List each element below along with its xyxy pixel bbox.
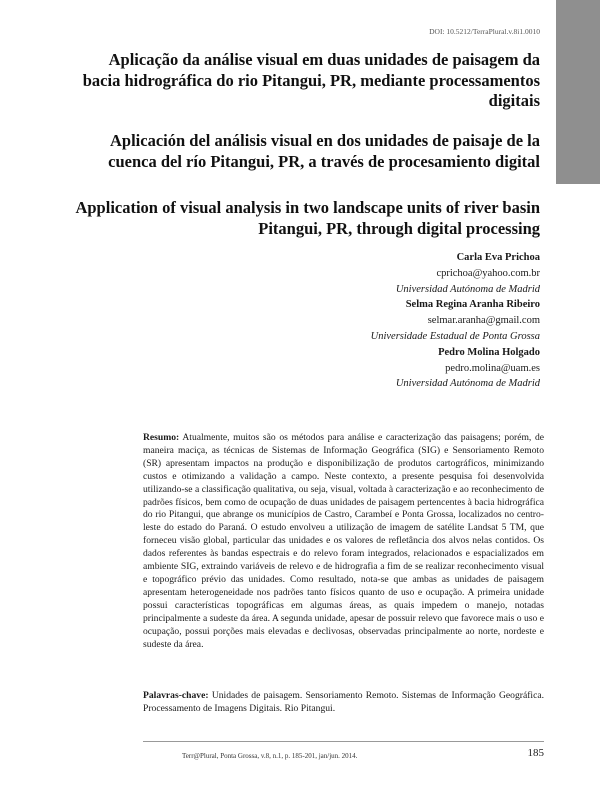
author-name: Carla Eva Prichoa bbox=[456, 252, 540, 263]
abstract-text: Atualmente, muitos são os métodos para análise e caracterização das paisagens; porém, de maneira maciça, as técnicas de Sistemas de Informação Geográfica (SIG) e Sensoriamento Remoto (SR) apresentam impactos na produção e disponibilização de produtos cartográficos, minimizando custos e otimizando a validação a campo. Neste contexto, a presente pesquisa foi desenvolvida utilizando-se a classificação qualitativa, ou seja, visual, voltada à caracterização e ao reconhecimento de padrões físicos, bem como de ocupação de duas unidades de paisagem pertencentes à bacia hidrográfica do rio Pitangui, que abrange os municípios de Castro, Carambeí e Ponta Grossa, localizados no centro-leste do estado do Paraná. O estudo envolveu a utilização de imagem de satélite Landsat 5 TM, que forneceu visão global, particular das unidades e os valores de refletância dos alvos nelas contidos. Os dados referentes às bandas espectrais e do relevo foram integrados, relacionados e espacializados em ambiente SIG, extraindo variáveis de relevo e de hidrografia a fim de se realizar reconhecimento visual e topográfico prévio das unidades. Como resultado, nota-se que ambas as unidades de paisagem apresentam heterogeneidade nos padrões tanto físicos quanto de uso e ocupação. A primeira unidade possui características topográficas em algumas áreas, as quais impedem o manejo, notadas principalmente a sudeste da área. A segunda unidade, apesar de possuir relevo que favorece mais o uso e ocupação, possui porções mais elevadas e declivosas, observadas principalmente ao norte, nordeste e sudeste da área. bbox=[143, 432, 544, 650]
author-name: Pedro Molina Holgado bbox=[438, 346, 540, 358]
author-email[interactable]: selmar.aranha@gmail.com bbox=[427, 315, 540, 327]
title-portuguese: Aplicação da análise visual em duas unidades de paisagem da bacia hidrográfica do rio Pitangui, PR, mediante processamentos digitais bbox=[82, 50, 540, 110]
page-number: 185 bbox=[527, 747, 544, 759]
title-spanish: Aplicación del análisis visual en dos unidades de paisaje de la cuenca del río Pitangui, PR, a través de procesamiento digital bbox=[108, 131, 540, 171]
author-institution: Universidad Autónoma de Madrid bbox=[395, 378, 540, 390]
author-name: Selma Regina Aranha Ribeiro bbox=[405, 299, 540, 311]
keywords-paragraph bbox=[143, 690, 544, 716]
author-block bbox=[240, 250, 540, 392]
keywords-label: Palavras-chave: bbox=[143, 690, 209, 701]
author-email[interactable]: pedro.molina@uam.es bbox=[445, 362, 540, 374]
doi-label: DOI: 10.5212/TerraPlural.v.8i1.0010 bbox=[429, 27, 540, 36]
author-institution: Universidade Estadual de Ponta Grossa bbox=[370, 330, 540, 342]
side-tab-bar bbox=[556, 0, 600, 184]
keywords-text: Unidades de paisagem. Sensoriamento Remoto. Sistemas de Informação Geográfica. Processamento de Imagens Digitais. Rio Pitangui. bbox=[143, 690, 544, 714]
title-english: Application of visual analysis in two landscape units of river basin Pitangui, PR, through digital processing bbox=[75, 198, 540, 238]
footer-citation: Terr@Plural, Ponta Grossa, v.8, n.1, p. 185-201, jan/jun. 2014. bbox=[182, 752, 358, 760]
abstract-paragraph bbox=[143, 432, 544, 651]
author-institution: Universidad Autónoma de Madrid bbox=[395, 283, 540, 295]
footer-divider bbox=[143, 741, 544, 742]
abstract-label: Resumo: bbox=[143, 432, 180, 443]
author-email[interactable]: cprichoa@yahoo.com.br bbox=[436, 267, 540, 279]
